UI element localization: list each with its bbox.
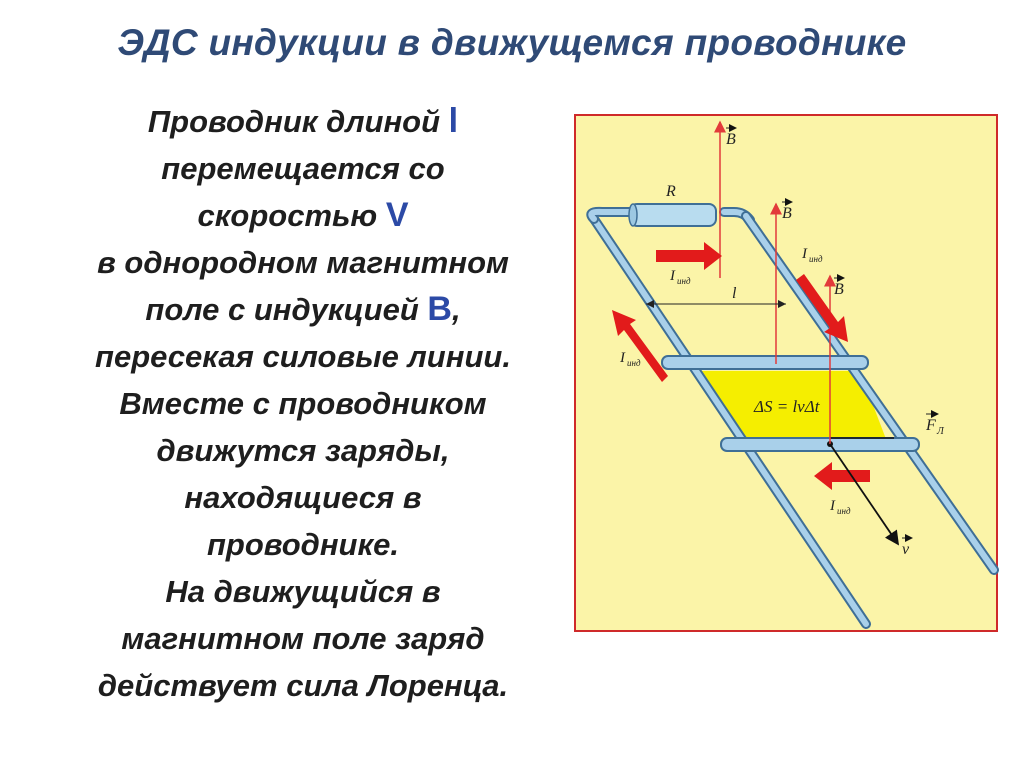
text-line: находящиеся в — [184, 480, 422, 515]
text-line: движутся заряды, — [156, 433, 450, 468]
current-label-right: I — [802, 246, 807, 262]
current-sub-top: инд — [677, 276, 691, 286]
resistor — [630, 204, 716, 226]
slide-title: ЭДС индукции в движущемся проводнике — [117, 22, 907, 63]
force-label: F — [926, 417, 936, 434]
velocity-label: v — [902, 541, 910, 558]
text-line: в однородном магнитном — [97, 245, 509, 280]
explanation-text — [18, 98, 588, 709]
length-label: l — [732, 285, 737, 302]
current-sub-right: инд — [809, 254, 823, 264]
text-line: проводнике. — [206, 527, 400, 562]
induction-symbol: B — [427, 290, 452, 328]
text-line: скоростью V — [197, 196, 409, 234]
text-line: действует сила Лоренца. — [97, 668, 509, 703]
force-sub: Л — [937, 426, 944, 437]
induction-diagram — [574, 114, 998, 632]
velocity-arrow — [830, 444, 898, 544]
b-label-1: B — [726, 131, 736, 148]
resistor-label: R — [666, 183, 676, 200]
current-arrow-bottom — [814, 462, 870, 490]
text-line: поле с индукцией B, — [145, 290, 461, 328]
text-line: магнитном поле заряд — [121, 621, 485, 656]
current-sub-bottom: инд — [837, 506, 851, 516]
current-sub-left: инд — [627, 358, 641, 368]
b-label-2: B — [782, 205, 792, 222]
text-line: Вместе с проводником — [119, 386, 487, 421]
text-line: Проводник длиной l — [147, 102, 459, 140]
upper-crossbar — [662, 356, 868, 369]
text-line: перемещается со — [161, 151, 445, 186]
text-line: На движущийся в — [165, 574, 441, 609]
current-label-bottom: I — [830, 498, 835, 514]
text-line: пересекая силовые линии. — [95, 339, 511, 374]
diagram-svg — [576, 116, 1000, 634]
current-label-left: I — [620, 350, 625, 366]
b-label-3: B — [834, 281, 844, 298]
area-label: ΔS = lvΔt — [754, 397, 820, 416]
moving-conductor — [721, 438, 919, 451]
velocity-symbol: V — [385, 196, 409, 234]
current-label-top: I — [670, 268, 675, 284]
current-arrow-top — [656, 242, 722, 270]
length-symbol: l — [448, 102, 459, 140]
